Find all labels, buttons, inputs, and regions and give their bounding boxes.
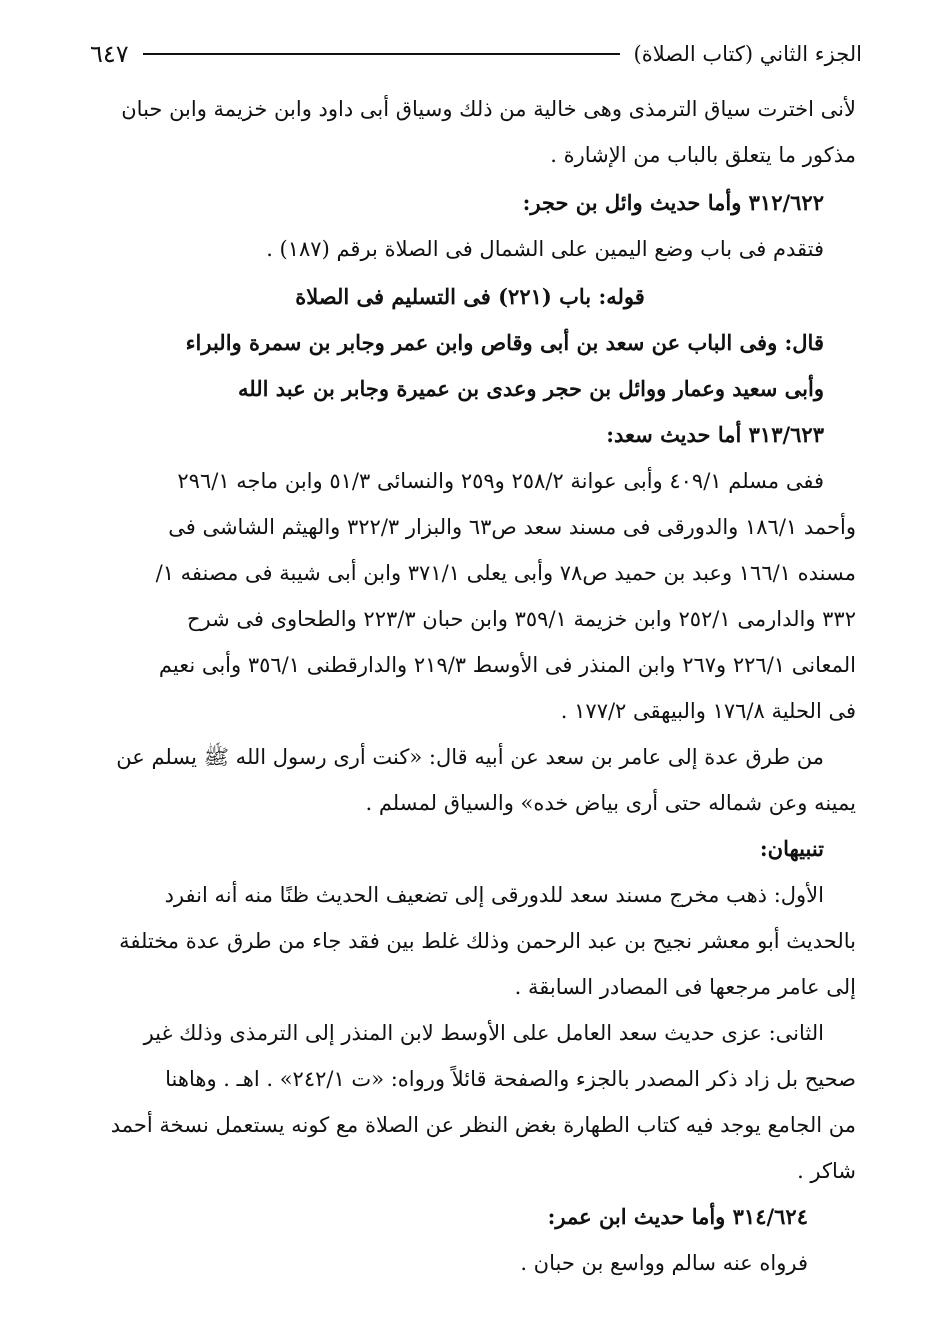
text-line: فى الحلية ١٧٦/٨ والبيهقى ١٧٧/٢ .: [560, 699, 856, 723]
page-body: [84, 86, 856, 1286]
page-header: [90, 34, 862, 74]
text-line: بالحديث أبو معشر نجيح بن عبد الرحمن وذلك غلط بين فقد جاء من طرق عدة مختلفة: [119, 929, 856, 953]
quote-line: قال: وفى الباب عن سعد بن أبى وقاص وابن عمر وجابر بن سمرة والبراء: [185, 330, 824, 355]
text-line: شاكر .: [797, 1159, 856, 1183]
text-line: مسنده ١٦٦/١ وعبد بن حميد ص٧٨ وأبى يعلى ٣٧١/١ وابن أبى شيبة فى مصنفه ١/: [155, 561, 856, 585]
notes-heading: تنبيهان:: [759, 836, 824, 861]
text-line: مذكور ما يتعلق بالباب من الإشارة .: [550, 143, 856, 167]
text-line: ففى مسلم ٤٠٩/١ وأبى عوانة ٢٥٨/٢ و٢٥٩ والنسائى ٥١/٣ وابن ماجه ٢٩٦/١: [177, 469, 824, 493]
text-line: لأنى اخترت سياق الترمذى وهى خالية من ذلك وسياق أبى داود وابن خزيمة وابن حبان: [121, 97, 856, 121]
text-line: فتقدم فى باب وضع اليمين على الشمال فى الصلاة برقم (١٨٧) .: [266, 237, 824, 261]
chapter-heading: قوله: باب (٢٢١) فى التسليم فى الصلاة: [295, 284, 645, 309]
header-rule: [143, 53, 620, 55]
quote-line: وأبى سعيد وعمار ووائل بن حجر وعدى بن عميرة وجابر بن عبد الله: [238, 376, 824, 401]
text-line: من طرق عدة إلى عامر بن سعد عن أبيه قال: «كنت أرى رسول الله ﷺ يسلم عن: [116, 745, 824, 769]
text-line: فرواه عنه سالم وواسع بن حبان .: [520, 1251, 808, 1275]
text-line: الثانى: عزى حديث سعد العامل على الأوسط لابن المنذر إلى الترمذى وذلك غير: [143, 1021, 824, 1045]
text-line: الأول: ذهب مخرج مسند سعد للدورقى إلى تضعيف الحديث ظنًا منه أنه انفرد: [164, 883, 824, 907]
running-title: الجزء الثاني (كتاب الصلاة): [633, 42, 862, 66]
page-number: ٦٤٧: [90, 40, 129, 68]
text-line: من الجامع يوجد فيه كتاب الطهارة بغض النظر عن الصلاة مع كونه يستعمل نسخة أحمد: [110, 1113, 856, 1137]
hadith-heading: ٣١٢/٦٢٢ وأما حديث وائل بن حجر:: [522, 190, 824, 215]
text-line: المعانى ٢٢٦/١ و٢٦٧ وابن المنذر فى الأوسط ٢١٩/٣ والدارقطنى ٣٥٦/١ وأبى نعيم: [158, 653, 856, 677]
text-line: صحيح بل زاد ذكر المصدر بالجزء والصفحة قائلاً ورواه: «ت ٢٤٢/١» . اهـ . وهاهنا: [165, 1067, 856, 1091]
text-line: وأحمد ١٨٦/١ والدورقى فى مسند سعد ص٦٣ والبزار ٣٢٢/٣ والهيثم الشاشى فى: [168, 515, 856, 539]
text-line: ٣٣٢ والدارمى ٢٥٢/١ وابن خزيمة ٣٥٩/١ وابن حبان ٢٢٣/٣ والطحاوى فى شرح: [186, 607, 856, 631]
hadith-heading: ٣١٤/٦٢٤ وأما حديث ابن عمر:: [547, 1204, 808, 1229]
text-line: يمينه وعن شماله حتى أرى بياض خده» والسياق لمسلم .: [365, 791, 856, 815]
text-line: إلى عامر مرجعها فى المصادر السابقة .: [514, 975, 856, 999]
hadith-heading: ٣١٣/٦٢٣ أما حديث سعد:: [606, 422, 824, 447]
